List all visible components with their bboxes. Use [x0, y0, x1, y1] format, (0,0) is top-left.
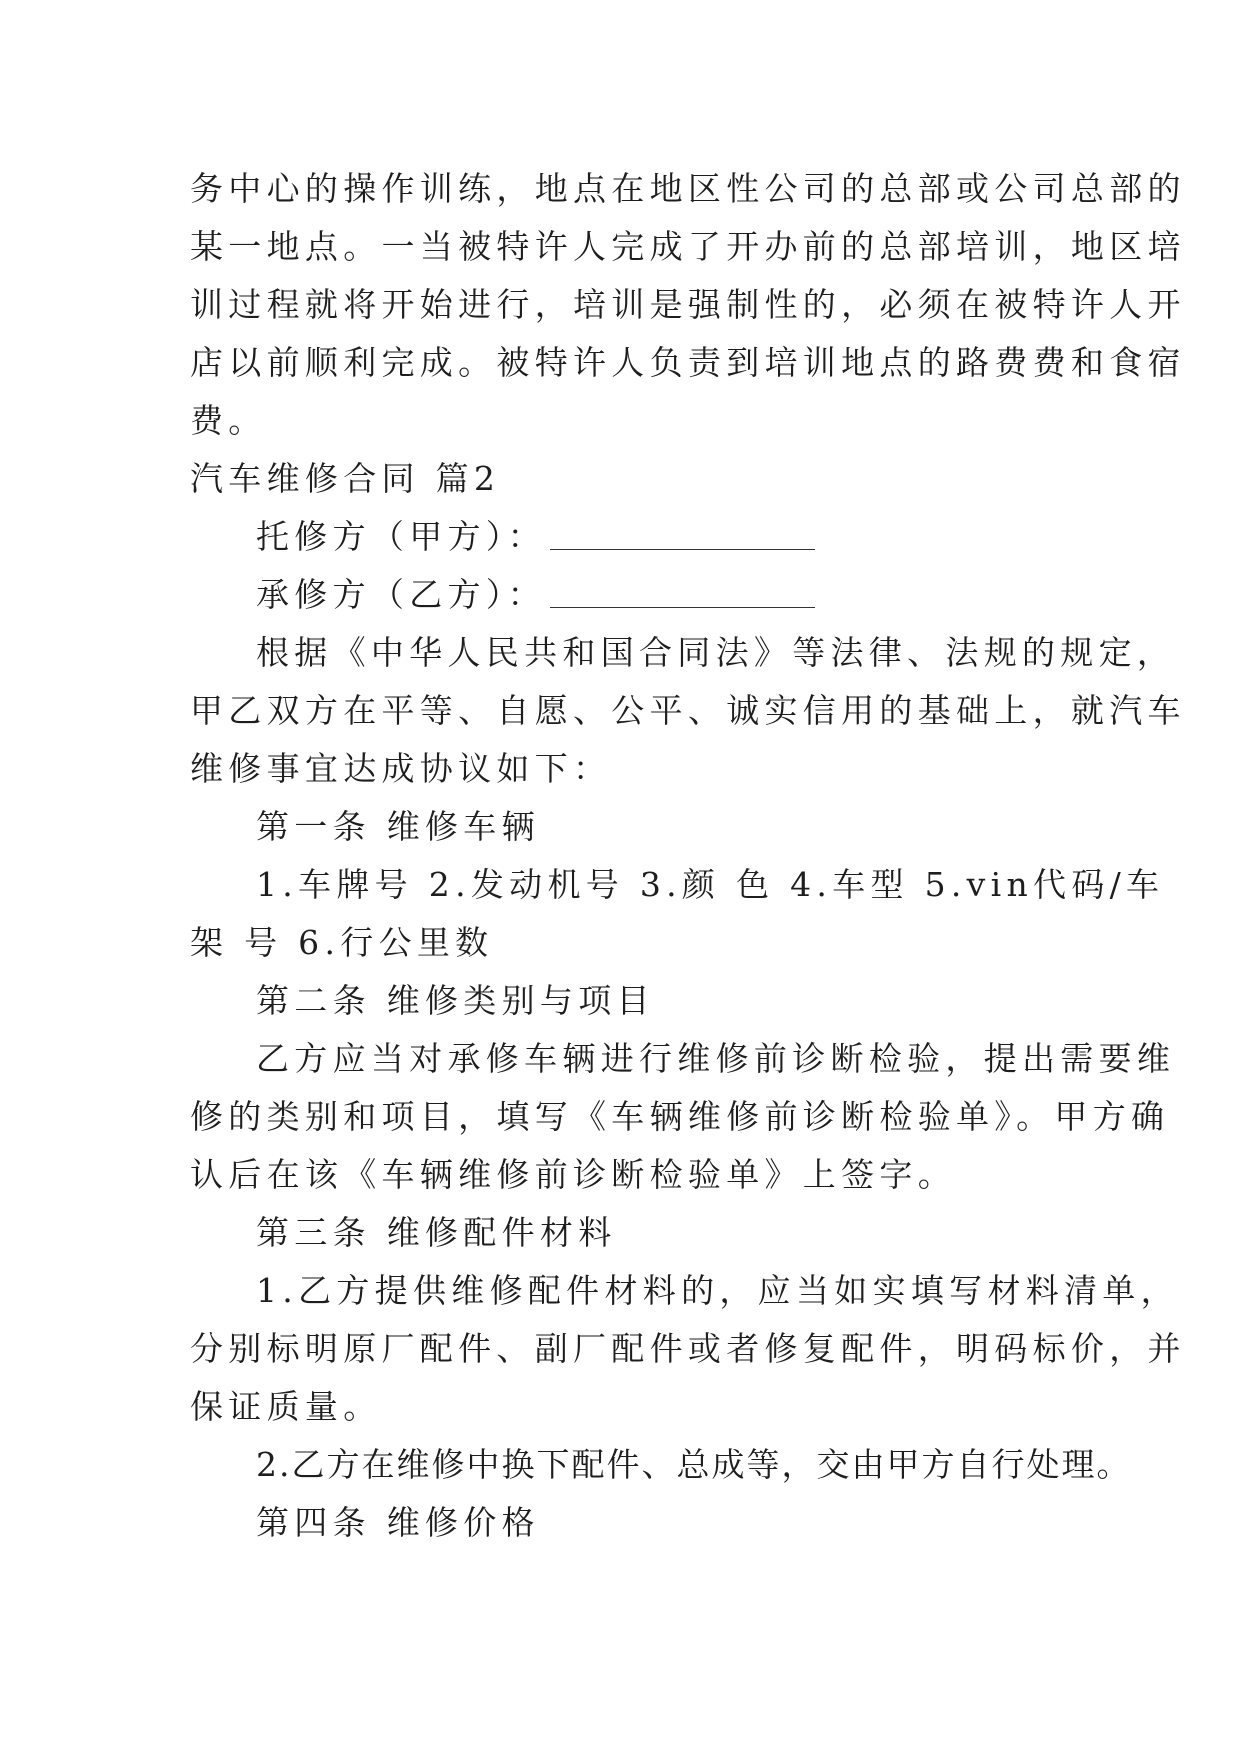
- repairer-party-label: 承修方（乙方）：: [256, 575, 546, 614]
- paragraph-line: 维修事宜达成协议如下：: [190, 749, 612, 788]
- paragraph-line: 乙方应当对承修车辆进行维修前诊断检验，提出需要维: [256, 1039, 1176, 1078]
- paragraph-line: 修的类别和项目，填写《车辆维修前诊断检验单》。甲方确: [190, 1097, 1170, 1136]
- article-heading: 第一条 维修车辆: [256, 807, 540, 846]
- paragraph-line: 1.乙方提供维修配件材料的，应当如实填写材料清单，: [256, 1271, 1179, 1310]
- repairer-party-blank: [550, 573, 815, 608]
- paragraph-line: 店以前顺利完成。被特许人负责到培训地点的路费费和食宿: [190, 343, 1186, 382]
- paragraph-line: 2.乙方在维修中换下配件、总成等，交由甲方自行处理。: [256, 1445, 1132, 1484]
- article-heading: 第三条 维修配件材料: [256, 1213, 617, 1252]
- client-party-label: 托修方（甲方）：: [256, 517, 546, 556]
- section-title: 汽车维修合同 篇2: [190, 459, 501, 498]
- repairer-party-line: [190, 566, 1060, 624]
- article-heading: 第四条 维修价格: [256, 1503, 540, 1542]
- paragraph-line: 某一地点。一当被特许人完成了开办前的总部培训，地区培: [190, 227, 1186, 266]
- paragraph-line: 保证质量。: [190, 1387, 382, 1426]
- paragraph-line: 1.车牌号 2.发动机号 3.颜 色 4.车型 5.vin代码/车: [256, 865, 1165, 904]
- paragraph-line: 甲乙双方在平等、自愿、公平、诚实信用的基础上，就汽车: [190, 691, 1186, 730]
- paragraph-line: 根据《中华人民共和国合同法》等法律、法规的规定，: [256, 633, 1176, 672]
- paragraph-line: 务中心的操作训练，地点在地区性公司的总部或公司总部的: [190, 169, 1186, 208]
- paragraph-line: 架 号 6.行公里数: [190, 923, 494, 962]
- paragraph-line: 分别标明原厂配件、副厂配件或者修复配件，明码标价，并: [190, 1329, 1186, 1368]
- article-heading: 第二条 维修类别与项目: [256, 981, 655, 1020]
- document-page: [190, 160, 1186, 1552]
- paragraph-line: 认后在该《车辆维修前诊断检验单》上签字。: [190, 1155, 956, 1194]
- paragraph-line: 费。: [190, 401, 267, 440]
- client-party-blank: [550, 515, 815, 550]
- client-party-line: [190, 508, 1060, 566]
- paragraph-line: 训过程就将开始进行，培训是强制性的，必须在被特许人开: [190, 285, 1186, 324]
